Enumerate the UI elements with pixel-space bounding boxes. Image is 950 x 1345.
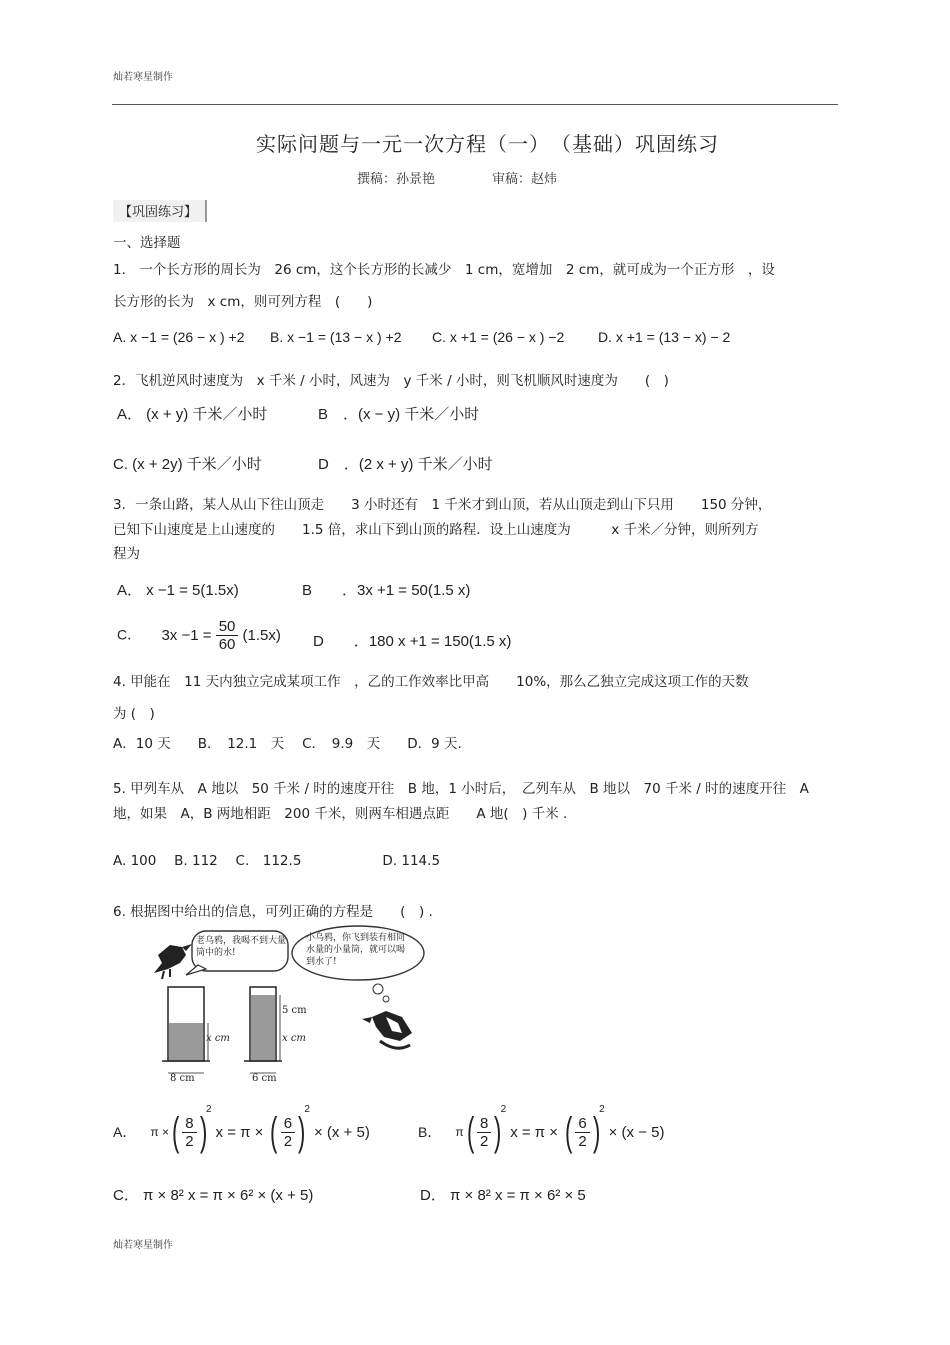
q2-option-c: C. (x + 2y) 千米／小时: [113, 456, 262, 473]
q1-line2: 长方形的长为 x cm，则可列方程 ( ): [113, 294, 373, 310]
page-footer: 灿若寒星制作: [113, 1240, 173, 1251]
q6-b-frac2-den: 2: [578, 1132, 587, 1150]
q6-option-d: D． π × 8² x = π × 6² × 5: [420, 1187, 586, 1204]
q6-a-frac2-den: 2: [283, 1132, 293, 1150]
q6-b-tail: × (x − 5): [608, 1123, 665, 1141]
q6-stem: 6. 根据图中给出的信息，可列正确的方程是 ( ) .: [113, 904, 433, 920]
section-tag: 【巩固练习】: [113, 200, 207, 222]
q4-line2: 为 ( ): [113, 706, 155, 722]
q6-option-c: C． π × 8² x = π × 6² × (x + 5): [113, 1187, 314, 1204]
q6-a-pi: π ×: [150, 1125, 169, 1139]
author-reviewer: 审稿：赵炜: [492, 172, 558, 187]
header-rule: [112, 104, 838, 105]
q3-option-c-left: 3x −1 =: [161, 627, 212, 644]
small-cylinder-height-label: x cm: [282, 1033, 306, 1044]
q1-option-d: D. x +1 = (13 − x) − 2: [598, 329, 731, 345]
page-header: 灿若寒星制作: [113, 72, 173, 83]
q3-fraction-denominator: 60: [218, 636, 236, 653]
q6-b-frac1-num: 8: [477, 1115, 491, 1133]
q3-option-c-right: (1.5x): [242, 627, 281, 644]
q1-option-c: C. x +1 = (26 − x ) −2: [432, 329, 565, 345]
q6-a-frac2: [281, 1115, 295, 1150]
young-crow-icon: [362, 1011, 412, 1048]
q6-b-frac2: [575, 1115, 589, 1150]
q1-option-b: B. x −1 = (13 − x ) +2: [270, 329, 402, 345]
q6-a-frac1: [182, 1115, 196, 1150]
q6-option-a-label: A．: [113, 1124, 137, 1140]
q6-option-a: A． π × ( $\frac{8}{2}$ ) 2 x = π × ( $\frac{6}{2}$ ) 2 × (x + 5): [113, 1104, 370, 1154]
q2-option-b: B ．(x − y) 千米／小时: [318, 406, 480, 423]
q6-a-mid: x = π ×: [215, 1123, 264, 1141]
q4-line1: 4. 甲能在 11 天内独立完成某项工作 ，乙的工作效率比甲高 10%，那么乙独立完成这项工作的天数: [113, 674, 749, 690]
small-cylinder-width-label: 6 cm: [252, 1073, 277, 1084]
q1-line1: 1． 一个长方形的周长为 26 cm，这个长方形的长减少 1 cm，宽增加 2 cm，就可成为一个正方形 ，设: [113, 262, 775, 278]
page-title: 实际问题与一元一次方程（一） （基础）巩固练习: [256, 132, 719, 156]
q3-option-c: [117, 618, 281, 653]
q3-option-c-fraction: [216, 618, 239, 653]
big-cylinder-height-label: x cm: [206, 1033, 230, 1044]
q5-line1: 5. 甲列车从 A 地以 50 千米 / 时的速度开往 B 地，1 小时后， 乙列车从 B 地以 70 千米 / 时的速度开往 A: [113, 781, 809, 797]
q3-line1: 3．一条山路，某人从山下往山顶走 3 小时还有 1 千米才到山顶，若从山顶走到山下只用 150 分钟，: [113, 497, 772, 513]
q3-line2: 已知下山速度是上山速度的 1.5 倍，求山下到山顶的路程．设上山速度为 x 千米／分钟，则所列方: [113, 522, 759, 538]
q6-option-b: B． π ( $\frac{8}{2}$ ) 2 x = π × ( $\frac{6}{2}$ ) 2 × (x − 5): [418, 1104, 665, 1154]
old-crow-icon: [154, 944, 192, 979]
q6-b-mid: x = π ×: [510, 1123, 559, 1141]
q2-option-d: D ．(2 x + y) 千米／小时: [318, 456, 493, 473]
q6-b-frac1-den: 2: [479, 1132, 489, 1150]
author-writer: 撰稿：孙景艳: [357, 172, 436, 187]
q6-figure: [140, 925, 430, 1090]
q3-option-c-label: C．: [117, 626, 142, 643]
q6-a-frac1-den: 2: [185, 1132, 194, 1150]
q6-a-frac1-num: 8: [182, 1115, 196, 1133]
q3-fraction-numerator: 50: [216, 618, 239, 636]
bubble-right-text: 小乌鸦，你飞到装有相同水量的小量筒，就可以喝到水了!: [306, 933, 406, 967]
q6-b-frac2-num: 6: [575, 1115, 589, 1133]
q3-line3: 程为: [113, 546, 140, 562]
bubble-left-text: 老乌鸦，我喝不到大量筒中的水!: [196, 936, 287, 958]
small-cylinder: [244, 987, 282, 1073]
q6-option-b-label: B．: [418, 1124, 442, 1140]
small-cylinder-gap-label: 5 cm: [282, 1005, 307, 1016]
q6-b-frac1: [477, 1115, 491, 1150]
q5-options: A. 100 B. 112 C. 112.5 D. 114.5: [113, 853, 441, 869]
q4-options: A．10 天 B． 12.1 天 C． 9.9 天 D．9 天.: [113, 736, 462, 752]
q2-stem: 2．飞机逆风时速度为 x 千米 / 小时，风速为 y 千米 / 小时，则飞机顺风时速度为 ( ): [113, 373, 669, 389]
q1-option-a: A. x −1 = (26 − x ) +2: [113, 329, 245, 345]
q6-a-tail: × (x + 5): [313, 1123, 370, 1141]
big-cylinder-width-label: 8 cm: [170, 1073, 195, 1084]
q3-option-d: D ．180 x +1 = 150(1.5 x): [313, 633, 512, 650]
part-heading: 一、选择题: [113, 235, 181, 251]
big-cylinder: [162, 987, 210, 1073]
q5-line2: 地，如果 A，B 两地相距 200 千米，则两车相遇点距 A 地( ) 千米 .: [113, 806, 568, 822]
q2-option-a: A． (x + y) 千米／小时: [117, 406, 268, 423]
q3-option-b: B ．3x +1 = 50(1.5 x): [302, 582, 471, 599]
q3-option-a: A． x −1 = 5(1.5x): [117, 582, 239, 599]
q6-b-pi: π: [455, 1125, 464, 1139]
q6-a-frac2-num: 6: [281, 1115, 295, 1133]
